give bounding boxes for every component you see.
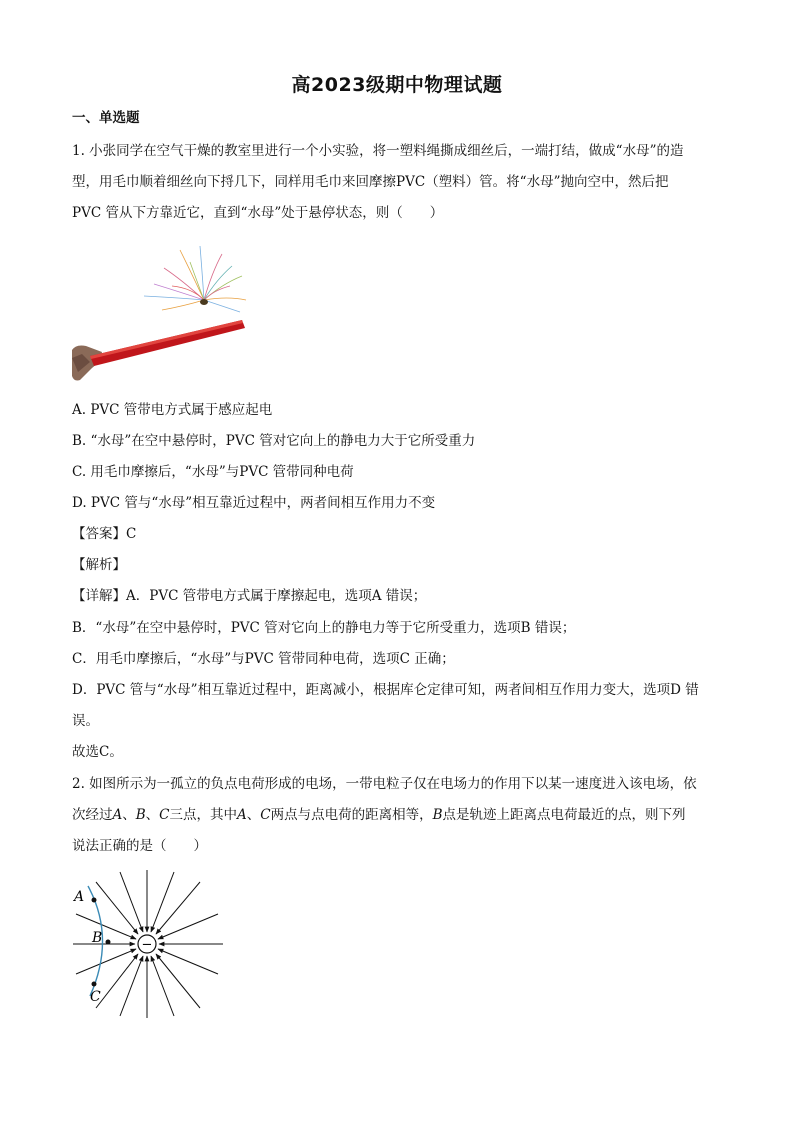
page-title: 高2023级期中物理试题 bbox=[291, 74, 503, 96]
q2-text: 点是轨迹上距离点电荷最近的点，则下列 bbox=[442, 807, 686, 823]
q2-point-b: B bbox=[135, 807, 146, 823]
q2-point-b: B bbox=[432, 807, 443, 823]
q2-text: 、 bbox=[122, 807, 136, 823]
q1-option-a: A. PVC 管带电方式属于感应起电 bbox=[72, 402, 273, 418]
label-c: C bbox=[90, 989, 101, 1005]
q2-point-c: C bbox=[159, 807, 170, 823]
q1-analysis-label: 【解析】 bbox=[72, 557, 126, 573]
q2-line-3: 说法正确的是（ ） bbox=[72, 838, 207, 854]
q1-line-3: PVC 管从下方靠近它，直到“水母”处于悬停状态，则（ ） bbox=[72, 205, 444, 221]
point-c-dot bbox=[92, 982, 97, 987]
jellyfish-knot bbox=[200, 299, 208, 305]
q2-text: 、 bbox=[145, 807, 160, 823]
q1-answer: 【答案】C bbox=[72, 526, 137, 542]
section-heading: 一、单选题 bbox=[72, 110, 140, 126]
q2-point-a: A bbox=[112, 807, 123, 823]
label-b: B bbox=[92, 930, 103, 946]
label-a: A bbox=[74, 889, 85, 905]
q1-line-2: 型，用毛巾顺着细丝向下捋几下，同样用毛巾来回摩擦PVC（塑料）管。将“水母”抛向空中，然后把 bbox=[72, 174, 669, 190]
q2-text: 次经过 bbox=[72, 807, 113, 823]
q1-explanation-5: 误。 bbox=[72, 713, 99, 729]
q1-option-c: C. 用毛巾摩擦后，“水母”与PVC 管带同种电荷 bbox=[72, 464, 354, 480]
q1-explanation-4: D．PVC 管与“水母”相互靠近过程中，距离减小，根据库仑定律可知，两者间相互作用力变大，选项D 错 bbox=[72, 682, 699, 698]
point-b-dot bbox=[106, 940, 111, 945]
q1-option-d: D. PVC 管与“水母”相互靠近过程中，两者间相互作用力不变 bbox=[72, 495, 436, 511]
q1-line-1: 1. 小张同学在空气干燥的教室里进行一个小实验，将一塑料绳撕成细丝后，一端打结，做成“水母”的造 bbox=[72, 143, 684, 159]
jellyfish-strands bbox=[144, 246, 246, 312]
electric-field-diagram bbox=[68, 868, 228, 1020]
q1-option-b: B. “水母”在空中悬停时，PVC 管对它向上的静电力大于它所受重力 bbox=[72, 433, 476, 449]
q2-point-a: A bbox=[237, 807, 247, 823]
q1-explanation-2: B．“水母”在空中悬停时，PVC 管对它向上的静电力等于它所受重力，选项B 错误； bbox=[72, 620, 576, 636]
q1-explanation-1: 【详解】A．PVC 管带电方式属于摩擦起电，选项A 错误； bbox=[72, 588, 427, 604]
point-a-dot bbox=[92, 898, 97, 903]
q2-line-1: 2. 如图所示为一孤立的负点电荷形成的电场，一带电粒子仅在电场力的作用下以某一速度进入该电场，依 bbox=[72, 776, 697, 792]
pvc-rod-highlight bbox=[90, 320, 243, 359]
q2-text: 、 bbox=[246, 807, 261, 823]
q1-explanation-3: C．用毛巾摩擦后，“水母”与PVC 管带同种电荷，选项C 正确； bbox=[72, 651, 455, 667]
q1-explanation-6: 故选C。 bbox=[72, 744, 123, 760]
q2-line-2 bbox=[72, 805, 686, 825]
charge-sign: − bbox=[141, 937, 153, 953]
q2-point-c: C bbox=[260, 807, 271, 823]
q2-text: 三点，其中 bbox=[169, 807, 238, 823]
jellyfish-pvc-photo bbox=[72, 240, 247, 386]
q2-text: 两点与点电荷的距离相等， bbox=[270, 807, 433, 823]
